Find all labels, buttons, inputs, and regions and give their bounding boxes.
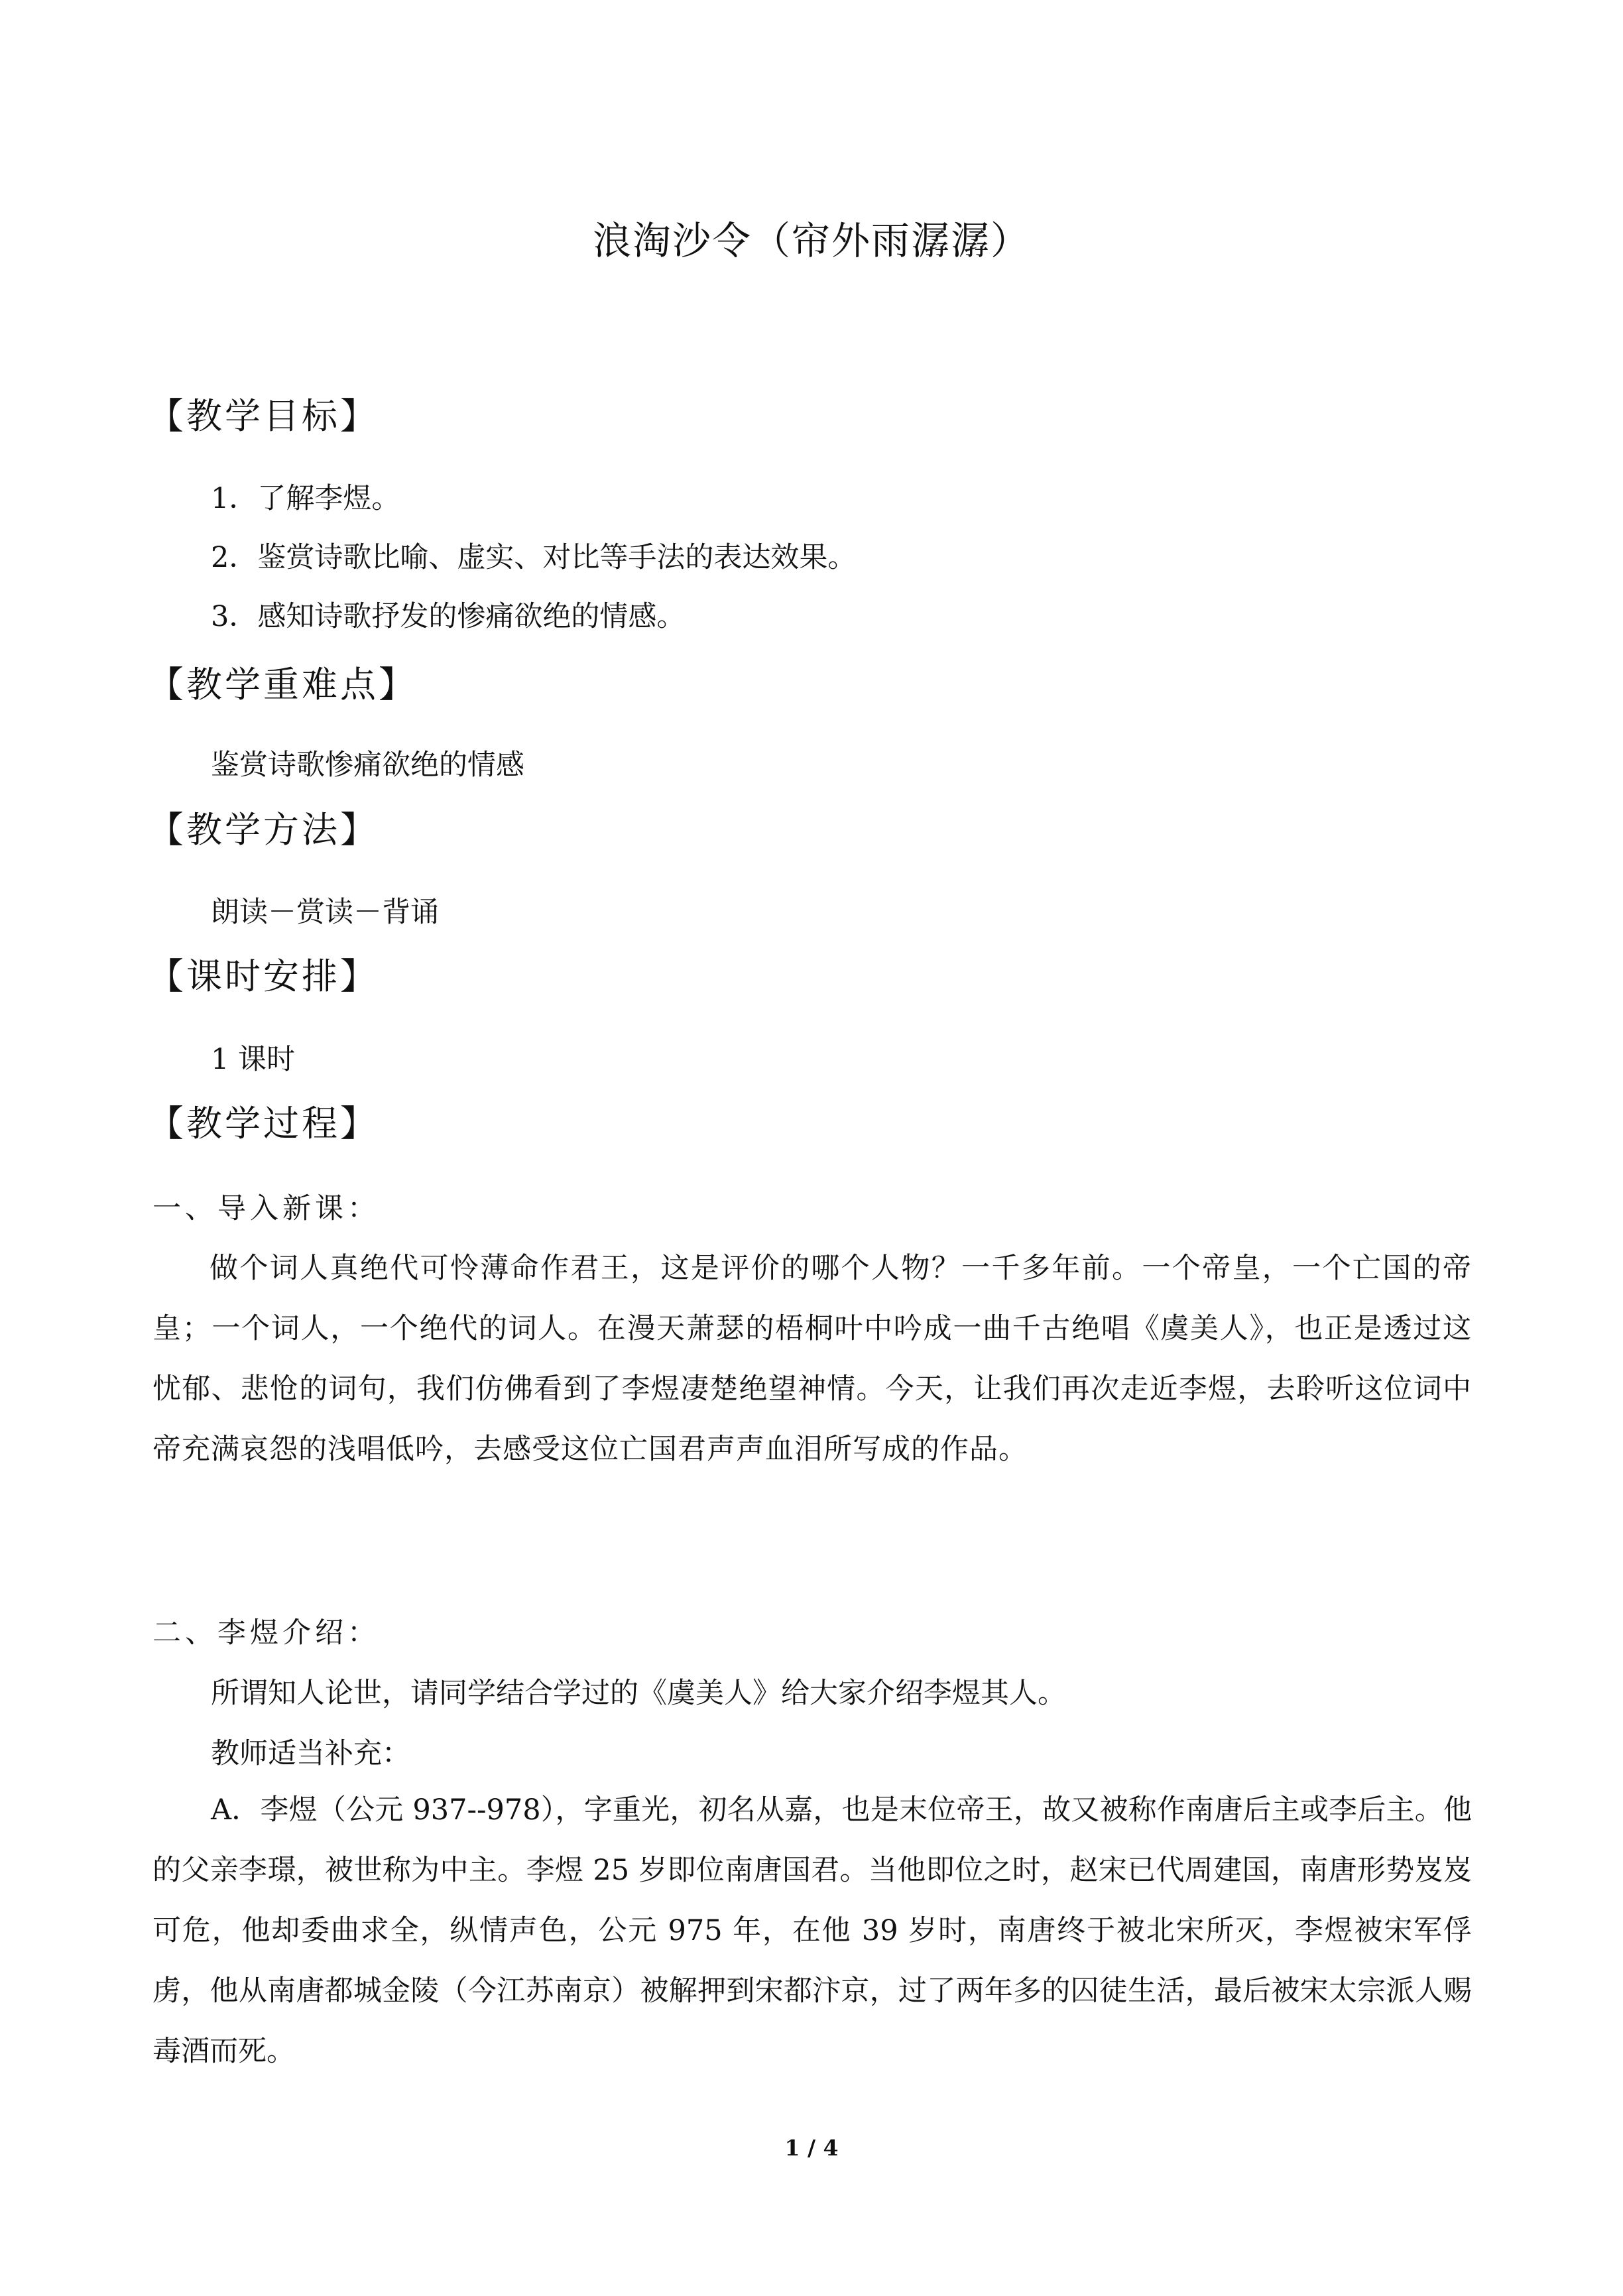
part1-paragraph: 做个词人真绝代可怜薄命作君王，这是评价的哪个人物？一千多年前。一个帝皇，一个亡国的帝皇；一个词人，一个绝代的词人。在漫天萧瑟的梧桐叶中吟成一曲千古绝唱《虞美人》，也正是透过这忧郁、悲怆的词句，我们仿佛看到了李煜凄楚绝望神情。今天，让我们再次走近李煜，去聆听这位词中帝充满哀怨的浅唱低吟，去感受这位亡国君声声血泪所写成的作品。: [152, 1252, 1472, 1466]
objective-item-1: 1．了解李煜。: [211, 482, 400, 515]
objectives-heading: 【教学目标】: [148, 395, 379, 437]
process-heading: 【教学过程】: [148, 1103, 379, 1144]
methods-text: 朗读－赏读－背诵: [211, 896, 439, 929]
methods-heading: 【教学方法】: [148, 809, 379, 851]
schedule-heading: 【课时安排】: [148, 955, 379, 997]
objective-item-2: 2．鉴赏诗歌比喻、虚实、对比等手法的表达效果。: [211, 541, 857, 574]
part2-line-1: 所谓知人论世，请同学结合学过的《虞美人》给大家介绍李煜其人。: [211, 1677, 1066, 1710]
part1-heading: 一、导入新课：: [152, 1192, 380, 1225]
document-title: 浪淘沙令（帘外雨潺潺）: [592, 218, 1030, 263]
objective-item-3: 3．感知诗歌抒发的惨痛欲绝的情感。: [211, 600, 686, 633]
key-points-text: 鉴赏诗歌惨痛欲绝的情感: [211, 749, 524, 782]
part2-paragraph: A．李煜（公元 937--978），字重光，初名从嘉，也是末位帝王，故又被称作南唐后主或李后主。他的父亲李璟，被世称为中主。李煜 25 岁即位南唐国君。当他即位之时，赵宋已代周建国，南唐形势岌岌可危，他却委曲求全，纵情声色，公元 975 年，在他 39 岁时，南唐终于被北宋所灭，李煜被宋军俘虏，他从南唐都城金陵（今江苏南京）被解押到宋都汴京，过了两年多的囚徒生活，最后被宋太宗派人赐毒酒而死。: [152, 1793, 1472, 2068]
part2-line-2: 教师适当补充：: [211, 1737, 410, 1770]
schedule-text: 1 课时: [211, 1043, 296, 1076]
key-points-heading: 【教学重难点】: [148, 664, 417, 705]
page-number: 1 / 4: [784, 2135, 839, 2161]
part2-heading: 二、李煜介绍：: [152, 1616, 380, 1650]
